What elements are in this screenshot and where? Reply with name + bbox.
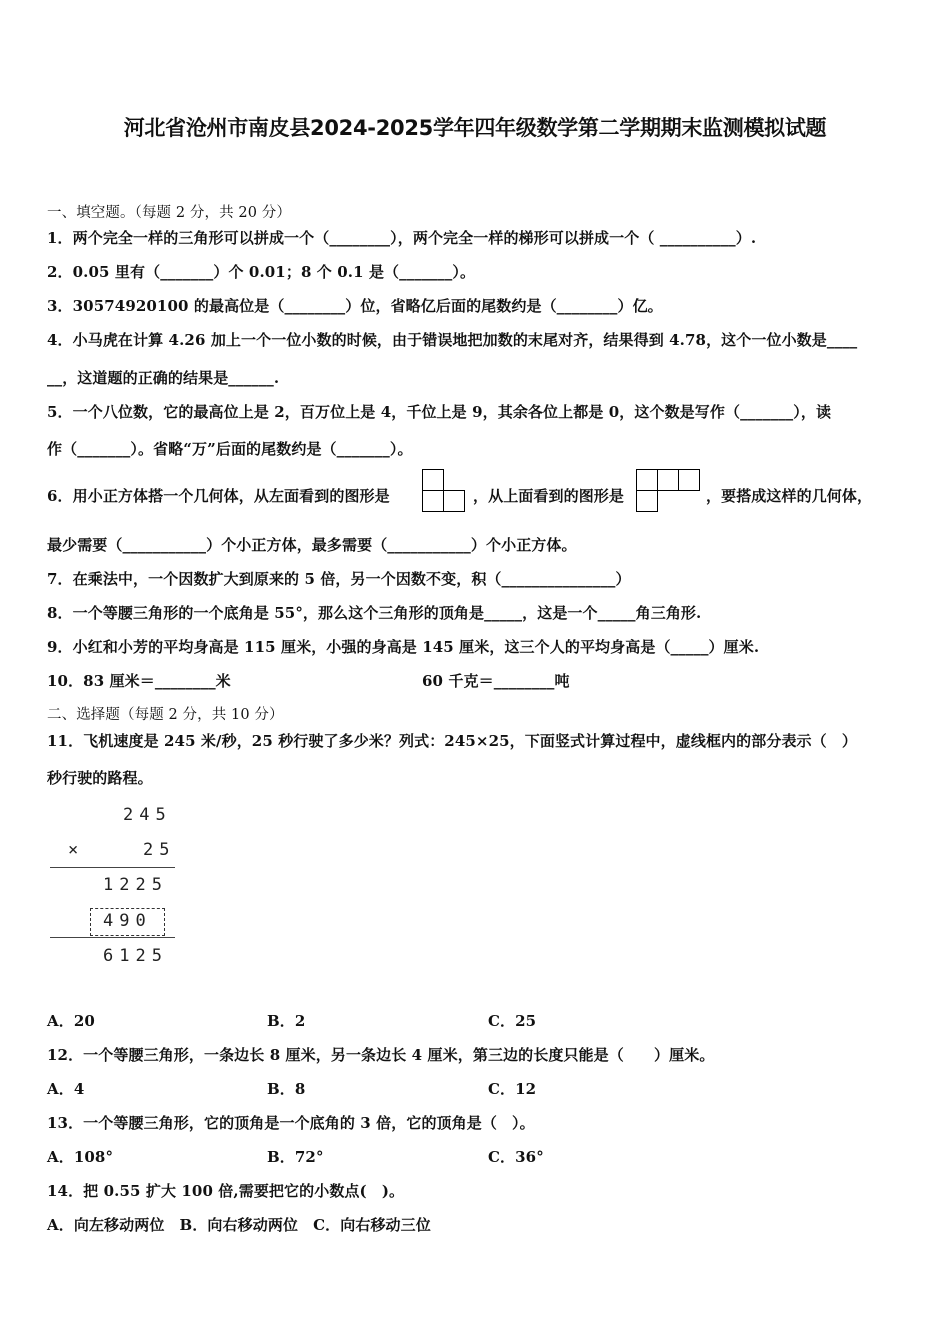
q11-option-b: B．2 bbox=[267, 1012, 306, 1030]
question-9: 9．小红和小芳的平均身高是 115 厘米，小强的身高是 145 厘米，这三个人的平均身高是（_____）厘米. bbox=[47, 638, 760, 656]
question-7: 7．在乘法中，一个因数扩大到原来的 5 倍，另一个因数不变，积（_______________） bbox=[47, 570, 631, 588]
q13-option-c: C．36° bbox=[488, 1148, 544, 1166]
question-4-line-1: 4．小马虎在计算 4.26 加上一个一位小数的时候，由于错误地把加数的末尾对齐，结果得到 4.78，这个一位小数是____ bbox=[47, 331, 858, 349]
question-14: 14．把 0.55 扩大 100 倍,需要把它的小数点( )。 bbox=[47, 1182, 405, 1200]
question-5-line-2: 作（_______）。省略“万”后面的尾数约是（_______）。 bbox=[47, 440, 413, 458]
question-6-text-1: 6．用小正方体搭一个几何体，从左面看到的图形是 bbox=[47, 487, 390, 505]
question-6-text-2: ，从上面看到的图形是 bbox=[473, 487, 625, 505]
question-12: 12．一个等腰三角形，一条边长 8 厘米，另一条边长 4 厘米，第三边的长度只能是（ ）厘米。 bbox=[47, 1046, 715, 1064]
question-3: 3．30574920100 的最高位是（________）位，省略亿后面的尾数约是（________）亿。 bbox=[47, 297, 663, 315]
question-4-line-2: __，这道题的正确的结果是______. bbox=[47, 369, 280, 387]
q12-option-c: C．12 bbox=[488, 1080, 537, 1098]
calc-rule-1 bbox=[50, 867, 175, 868]
q13-option-b: B．72° bbox=[267, 1148, 324, 1166]
question-2: 2．0.05 里有（_______）个 0.01；8 个 0.1 是（_______）。 bbox=[47, 263, 476, 281]
q11-option-a: A．20 bbox=[47, 1012, 95, 1030]
calc-multiplier: 25 bbox=[143, 840, 176, 860]
calc-rule-2 bbox=[50, 937, 175, 938]
question-6-text-3: ，要搭成这样的几何体， bbox=[706, 487, 873, 505]
q12-option-b: B．8 bbox=[267, 1080, 306, 1098]
calc-partial-2: 490 bbox=[103, 911, 152, 931]
q12-option-a: A．4 bbox=[47, 1080, 85, 1098]
calc-multiplicand: 245 bbox=[123, 805, 172, 825]
question-10-right: 60 千克＝________吨 bbox=[422, 672, 570, 690]
q13-option-a: A．108° bbox=[47, 1148, 114, 1166]
calc-partial-1: 1225 bbox=[103, 875, 168, 895]
question-11-line-1: 11．飞机速度是 245 米/秒，25 秒行驶了多少米？列式：245×25，下面竖式计算过程中，虚线框内的部分表示（ ） bbox=[47, 732, 857, 750]
question-11-line-2: 秒行驶的路程。 bbox=[47, 769, 153, 787]
question-10-left: 10．83 厘米＝________米 bbox=[47, 672, 231, 690]
q14-options: A．向左移动两位 B．向右移动两位 C．向右移动三位 bbox=[47, 1216, 431, 1234]
page-title: 河北省沧州市南皮县2024-2025学年四年级数学第二学期期末监测模拟试题 bbox=[123, 116, 827, 140]
calc-times-sign: × bbox=[68, 840, 85, 860]
question-1: 1．两个完全一样的三角形可以拼成一个（________），两个完全一样的梯形可以拼成一个（ __________）. bbox=[47, 229, 757, 247]
question-13: 13．一个等腰三角形，它的顶角是一个底角的 3 倍，它的顶角是（ ）。 bbox=[47, 1114, 535, 1132]
q11-option-c: C．25 bbox=[488, 1012, 537, 1030]
question-8: 8．一个等腰三角形的一个底角是 55°，那么这个三角形的顶角是_____，这是一个_____角三角形. bbox=[47, 604, 702, 622]
calc-product: 6125 bbox=[103, 946, 168, 966]
question-6-line-2: 最少需要（___________）个小正方体，最多需要（___________）个小正方体。 bbox=[47, 536, 577, 554]
section-1-heading: 一、填空题。（每题 2 分，共 20 分） bbox=[47, 205, 291, 221]
question-5-line-1: 5．一个八位数，它的最高位上是 2，百万位上是 4，千位上是 9，其余各位上都是 0，这个数是写作（_______），读 bbox=[47, 403, 832, 421]
section-2-heading: 二、选择题（每题 2 分，共 10 分） bbox=[47, 707, 284, 723]
